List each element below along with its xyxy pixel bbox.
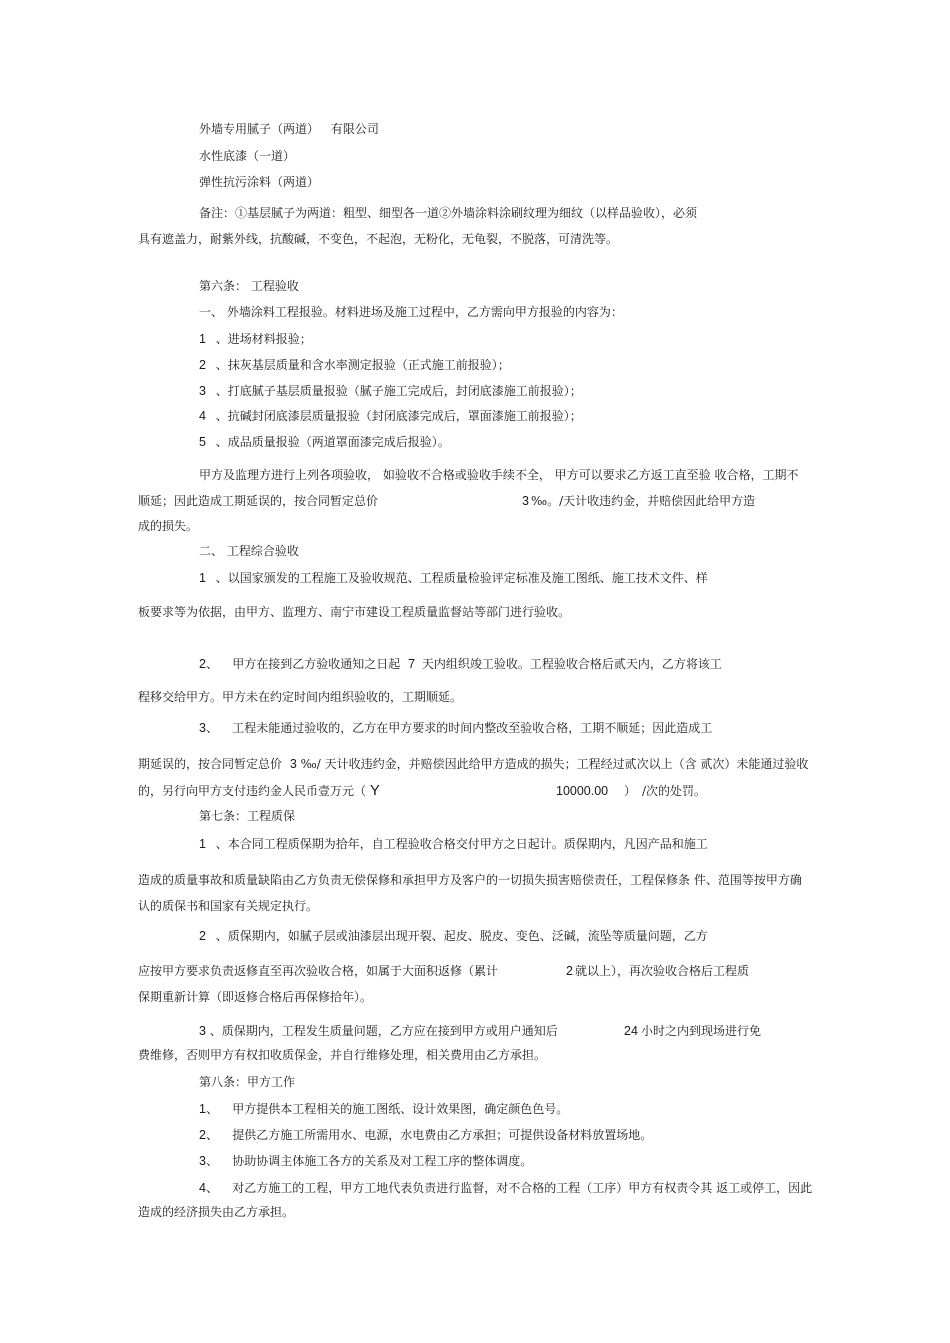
item-text: 就以上），再次验收合格后工程质 — [575, 964, 750, 978]
item-text: 期延误的，按合同暂定总价 — [138, 757, 283, 771]
article7-item1-line3: 认的质保书和国家有关规定执行。 — [138, 899, 319, 913]
item-text: 应按甲方要求负责返修直至再次验收合格，如属于大面积返修（累计 — [138, 964, 499, 978]
item-number: 2、 — [199, 1128, 219, 1142]
item-number: 3 — [199, 1024, 206, 1038]
article7-item2-line1 — [199, 928, 708, 944]
penalty-rate: 3 — [289, 757, 297, 771]
item-number: 3 — [199, 384, 206, 398]
item-number: 2 — [199, 929, 206, 943]
repair-area: 2 — [566, 964, 573, 978]
article6-item-2 — [199, 357, 510, 373]
item-text: ） — [624, 784, 637, 798]
currency-symbol: Y — [369, 782, 380, 799]
material-primer: 水性底漆（一道） — [199, 149, 296, 163]
article6-s2-item3-line2 — [138, 756, 808, 772]
article6-section1-title: 一、 外墙涂料工程报验。材料进场及施工过程中，乙方需向甲方报验的内容为： — [199, 305, 623, 319]
item-number: 2 — [199, 358, 206, 372]
penalty-rate: 3 — [522, 494, 529, 508]
item-number: 1、 — [199, 1102, 219, 1116]
article6-para1-line1: 甲方及监理方进行上列各项验收， 如验收不合格或验收手续不全， 甲方可以要求乙方返工直至验 收合格，工期不 — [199, 468, 799, 482]
article6-para1-line2 — [138, 493, 756, 509]
item-number: 1 — [199, 332, 206, 346]
item-text: 协助协调主体施工各方的关系及对工程工序的整体调度。 — [232, 1154, 533, 1168]
article6-item-3 — [199, 383, 582, 399]
material-putty — [199, 121, 379, 137]
article6-item-1 — [199, 331, 312, 347]
item-text: 天内组织竣工验收。工程验收合格后贰天内，乙方将该工 — [421, 657, 722, 671]
item-text: 小时之内到现场进行免 — [641, 1024, 762, 1038]
article7-item1-line1 — [199, 836, 708, 852]
days-count: 7 — [408, 657, 416, 671]
article6-s2-item3-line3 — [138, 782, 707, 799]
item-text: 、成品质量报验（两道罩面漆完成后报验）。 — [215, 435, 450, 449]
item-text: 、质保期内，如腻子层或油漆层出现开裂、起皮、脱皮、变色、泛碱，流坠等质量问题，乙方 — [215, 929, 708, 943]
item-number: 1 — [199, 571, 206, 585]
item-number: 1 — [199, 837, 206, 851]
article6-s2-item1-line2: 板要求等为依据，由甲方、监理方、南宁市建设工程质量监督站等部门进行验收。 — [138, 605, 571, 619]
article7-item2-line2 — [138, 963, 750, 979]
material-coating: 弹性抗污涂料（两道） — [199, 175, 320, 189]
item-text: 甲方在接到乙方验收通知之日起 — [232, 657, 401, 671]
penalty-amount: 10000.00 — [556, 784, 609, 798]
article7-item3-line2: 费维修，否则甲方有权扣收质保金，并自行维修处理，相关费用由乙方承担。 — [138, 1048, 547, 1062]
article8-item4-line2: 造成的经济损失由乙方承担。 — [138, 1205, 295, 1219]
article7-item3-line1 — [199, 1023, 762, 1039]
article6-para1-line3: 成的损失。 — [138, 519, 199, 533]
item-text: 、以国家颁发的工程施工及验收规范、工程质量检验评定标准及施工图纸、施工技术文件、样 — [215, 571, 708, 585]
article6-title: 第六条： 工程验收 — [199, 279, 299, 293]
article6-s2-item3-line1 — [199, 720, 712, 736]
article8-title: 第八条：甲方工作 — [199, 1075, 296, 1089]
item-text: 提供乙方施工所需用水、电源，水电费由乙方承担；可提供设备材料放置场地。 — [232, 1128, 653, 1142]
item-text: 、进场材料报验； — [215, 332, 312, 346]
article7-title: 第七条：工程质保 — [199, 809, 296, 823]
item-number: 5 — [199, 435, 206, 449]
item-text: /次的处罚。 — [642, 784, 707, 798]
article7-item1-line2: 造成的质量事故和质量缺陷由乙方负责无偿保修和承担甲方及客户的一切损失损害赔偿责任，工程保修条 件、范围等按甲方确 — [138, 873, 802, 887]
remarks-line-2: 具有遮盖力，耐紫外线，抗酸碱，不变色，不起泡，无粉化，无龟裂，不脱落，可清洗等。 — [138, 232, 619, 246]
article8-item-2 — [199, 1127, 652, 1143]
item-text: 、抗碱封闭底漆层质量报验（封闭底漆完成后，罩面漆施工前报验）； — [215, 409, 582, 423]
article6-s2-item2-line2: 程移交给甲方。甲方未在约定时间内组织验收的，工期顺延。 — [138, 690, 463, 704]
article8-item-3 — [199, 1153, 532, 1169]
item-text: 的，另行向甲方支付违约金人民币壹万元（ — [138, 784, 367, 798]
item-number: 3、 — [199, 721, 219, 735]
article6-section2-title: 二、 工程综合验收 — [199, 544, 299, 558]
item-text: 、抹灰基层质量和含水率测定报验（正式施工前报验）； — [215, 358, 510, 372]
item-text: 对乙方施工的工程，甲方工地代表负责进行监督，对不合格的工程（工序）甲方有权责令其 返工或停工，因此 — [232, 1181, 813, 1195]
article6-item-5 — [199, 434, 450, 450]
article7-item2-line3: 保期重新计算（即返修合格后再保修拾年）。 — [138, 990, 373, 1004]
article8-item-1 — [199, 1101, 568, 1117]
item-text: 、打底腻子基层质量报验（腻子施工完成后，封闭底漆施工前报验）； — [215, 384, 582, 398]
para-text: 顺延；因此造成工期延误的，按合同暂定总价 — [138, 494, 379, 508]
material-putty-company: 有限公司 — [330, 122, 379, 136]
item-text: 、本合同工程质保期为拾年，自工程验收合格交付甲方之日起计。质保期内，凡因产品和施工 — [215, 837, 708, 851]
material-putty-text: 外墙专用腻子（两道） — [199, 122, 320, 136]
item-number: 4 — [199, 409, 206, 423]
item-number: 2、 — [199, 657, 219, 671]
item-number: 4、 — [199, 1181, 219, 1195]
item-number: 3、 — [199, 1154, 219, 1168]
para-text: ‰。/天计收违约金，并赔偿因此给甲方造 — [531, 494, 756, 508]
item-text: ‰/ 天计收违约金，并赔偿因此给甲方造成的损失；工程经过贰次以上（含 贰次）未能通过验收 — [300, 757, 809, 771]
article6-s2-item1-line1 — [199, 570, 708, 586]
article8-item-4 — [199, 1180, 812, 1196]
remarks-line-1: 备注：①基层腻子为两道：粗型、细型各一道②外墙涂料涂刷纹理为细纹（以样品验收），必须 — [199, 206, 698, 220]
article6-item-4 — [199, 408, 582, 424]
item-text: 工程未能通过验收的，乙方在甲方要求的时间内整改至验收合格，工期不顺延；因此造成工 — [232, 721, 713, 735]
response-hours: 24 — [624, 1024, 638, 1038]
article6-s2-item2-line1 — [199, 656, 722, 672]
item-text: 、质保期内，工程发生质量问题，乙方应在接到甲方或用户通知后 — [209, 1024, 558, 1038]
item-text: 甲方提供本工程相关的施工图纸、设计效果图，确定颜色色号。 — [232, 1102, 569, 1116]
